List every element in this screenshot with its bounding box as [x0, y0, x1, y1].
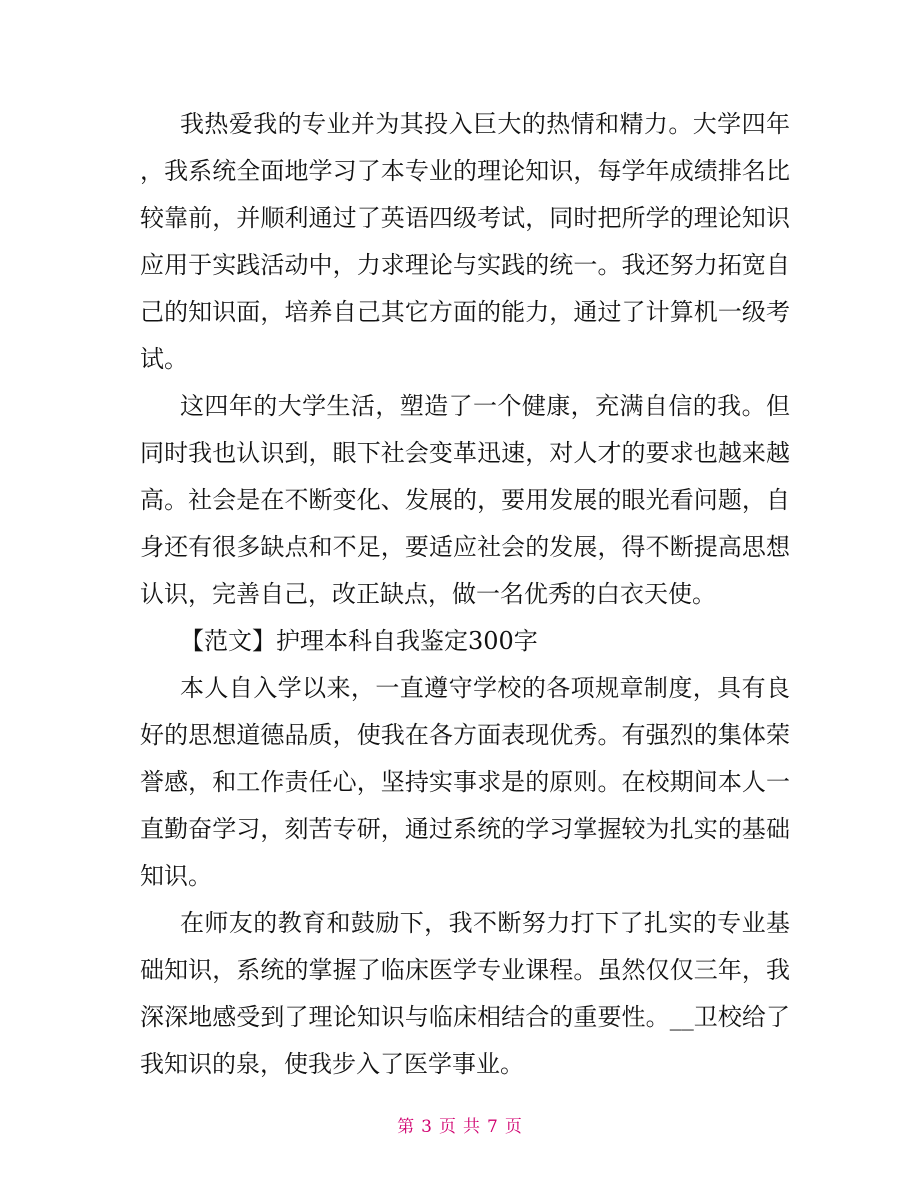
footer-total-label: 共: [463, 1117, 481, 1137]
footer-page-unit: 页: [439, 1117, 457, 1137]
footer-page-label: 第: [397, 1117, 416, 1137]
paragraph-1-line-6: 试。: [140, 345, 188, 373]
paragraph-4-line-4: 我知识的泉，使我步入了医学事业。: [140, 1050, 524, 1078]
paragraph-2-line-1: 这四年的大学生活，塑造了一个健康，充满自信的我。但: [180, 392, 790, 420]
paragraph-1-line-3: 较靠前，并顺利通过了英语四级考试，同时把所学的理论知识: [140, 204, 790, 232]
paragraph-1-line-4: 应用于实践活动中，力求理论与实践的统一。我还努力拓宽自: [140, 251, 790, 279]
paragraph-1-line-2: ，我系统全面地学习了本专业的理论知识，每学年成绩排名比: [140, 157, 790, 185]
paragraph-3-line-5: 知识。: [140, 862, 212, 890]
paragraph-2-line-3: 高。社会是在不断变化、发展的，要用发展的眼光看问题，自: [140, 486, 790, 514]
page-footer: [0, 1112, 920, 1137]
paragraph-2-line-5: 认识，完善自己，改正缺点，做一名优秀的白衣天使。: [140, 580, 716, 608]
paragraph-4-line-2: 础知识，系统的掌握了临床医学专业课程。虽然仅仅三年，我: [140, 956, 790, 984]
footer-total-unit: 页: [504, 1117, 523, 1137]
paragraph-3-line-4: 直勤奋学习，刻苦专研，通过系统的学习掌握较为扎实的基础: [140, 815, 790, 843]
paragraph-2-line-2: 同时我也认识到，眼下社会变革迅速，对人才的要求也越来越: [140, 439, 790, 467]
footer-total-pages: 7: [487, 1117, 499, 1137]
footer-current-page: 3: [421, 1117, 433, 1137]
paragraph-4-line-1: 在师友的教育和鼓励下，我不断努力打下了扎实的专业基: [180, 909, 790, 937]
document-body: [140, 101, 790, 1088]
paragraph-2-line-4: 身还有很多缺点和不足，要适应社会的发展，得不断提高思想: [140, 533, 790, 561]
paragraph-1-line-1: 我热爱我的专业并为其投入巨大的热情和精力。大学四年: [180, 110, 790, 138]
section-heading: 【范文】护理本科自我鉴定300字: [180, 627, 538, 655]
paragraph-1-line-5: 己的知识面，培养自己其它方面的能力，通过了计算机一级考: [140, 298, 790, 326]
paragraph-3-line-2: 好的思想道德品质，使我在各方面表现优秀。有强烈的集体荣: [140, 721, 790, 749]
paragraph-4-line-3: 深深地感受到了理论知识与临床相结合的重要性。__卫校给了: [140, 1003, 790, 1031]
paragraph-3-line-3: 誉感，和工作责任心，坚持实事求是的原则。在校期间本人一: [140, 768, 790, 796]
paragraph-3-line-1: 本人自入学以来，一直遵守学校的各项规章制度，具有良: [180, 674, 790, 702]
